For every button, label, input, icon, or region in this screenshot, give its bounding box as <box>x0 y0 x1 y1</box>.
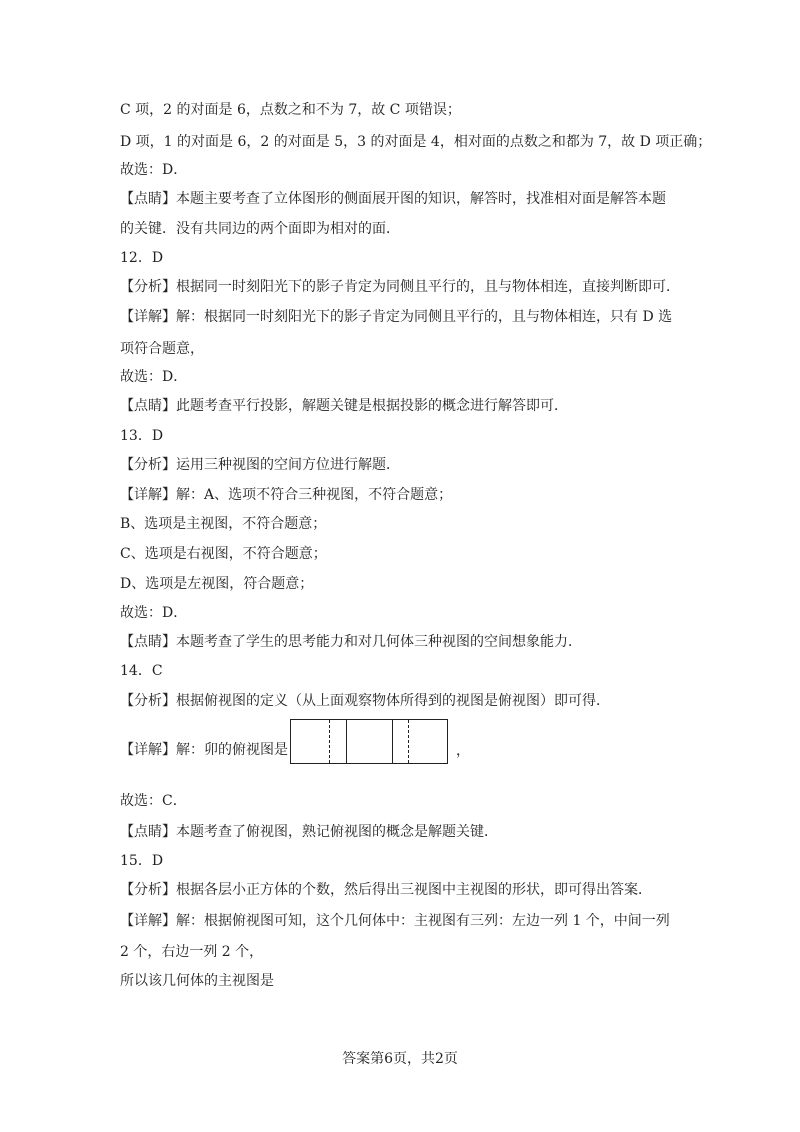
text-line: 【分析】根据俯视图的定义（从上面观察物体所得到的视图是俯视图）即可得． <box>120 693 610 709</box>
text-line: 【详解】解：卯的俯视图是 <box>120 742 288 758</box>
text-line: 故选：D． <box>120 162 188 178</box>
text-line: 【详解】解：A、选项不符合三种视图，不符合题意； <box>120 487 453 503</box>
text-line: 【点睛】本题主要考查了立体图形的侧面展开图的知识，解答时，找准相对面是解答本题 <box>120 191 666 207</box>
text-line: D、选项是左视图，符合题意； <box>120 576 314 592</box>
text-line: 【详解】解：根据同一时刻阳光下的影子肯定为同侧且平行的，且与物体相连，只有 D 选 <box>120 309 673 325</box>
comma: ， <box>456 743 470 759</box>
text-line: 故选：D． <box>120 605 188 621</box>
text-line: B、选项是主视图，不符合题意； <box>120 516 327 532</box>
solid-divider <box>392 720 393 763</box>
text-line: 所以该几何体的主视图是 <box>120 973 274 989</box>
top-view-figure <box>290 719 448 764</box>
question-number: 13．D <box>120 428 164 444</box>
text-line: 【分析】根据各层小正方体的个数，然后得出三视图中主视图的形状，即可得出答案． <box>120 882 652 898</box>
solid-divider <box>346 720 347 763</box>
text-line: 【点睛】此题考查平行投影，解题关键是根据投影的概念进行解答即可． <box>120 398 568 414</box>
dashed-line <box>329 720 330 763</box>
text-line: 【分析】运用三种视图的空间方位进行解题． <box>120 457 400 473</box>
text-line: 故选：D． <box>120 369 188 385</box>
text-line: 的关键．没有共同边的两个面即为相对的面． <box>120 221 400 237</box>
question-number: 12．D <box>120 250 164 266</box>
text-line: D 项，1 的对面是 6，2 的对面是 5，3 的对面是 4，相对面的点数之和都为 7，故 D 项正确； <box>120 134 712 150</box>
text-line: 【分析】根据同一时刻阳光下的影子肯定为同侧且平行的，且与物体相连，直接判断即可． <box>120 279 680 295</box>
text-line: 【点睛】本题考查了学生的思考能力和对几何体三种视图的空间想象能力． <box>120 634 582 650</box>
question-number: 14．C <box>120 663 163 679</box>
text-line: 2 个，右边一列 2 个， <box>120 944 264 960</box>
text-line: 【点睛】本题考查了俯视图，熟记俯视图的概念是解题关键． <box>120 824 498 840</box>
text-line: C、选项是右视图，不符合题意； <box>120 546 327 562</box>
dashed-line <box>408 720 409 763</box>
text-line: 项符合题意， <box>120 341 204 357</box>
text-line: 【详解】解：根据俯视图可知，这个几何体中：主视图有三列：左边一列 1 个，中间一列 <box>120 913 670 929</box>
page-footer: 答案第6页，共2页 <box>342 1051 458 1067</box>
question-number: 15．D <box>120 853 164 869</box>
text-line: 故选：C． <box>120 793 187 809</box>
text-line: C 项，2 的对面是 6，点数之和不为 7，故 C 项错误； <box>120 102 461 118</box>
